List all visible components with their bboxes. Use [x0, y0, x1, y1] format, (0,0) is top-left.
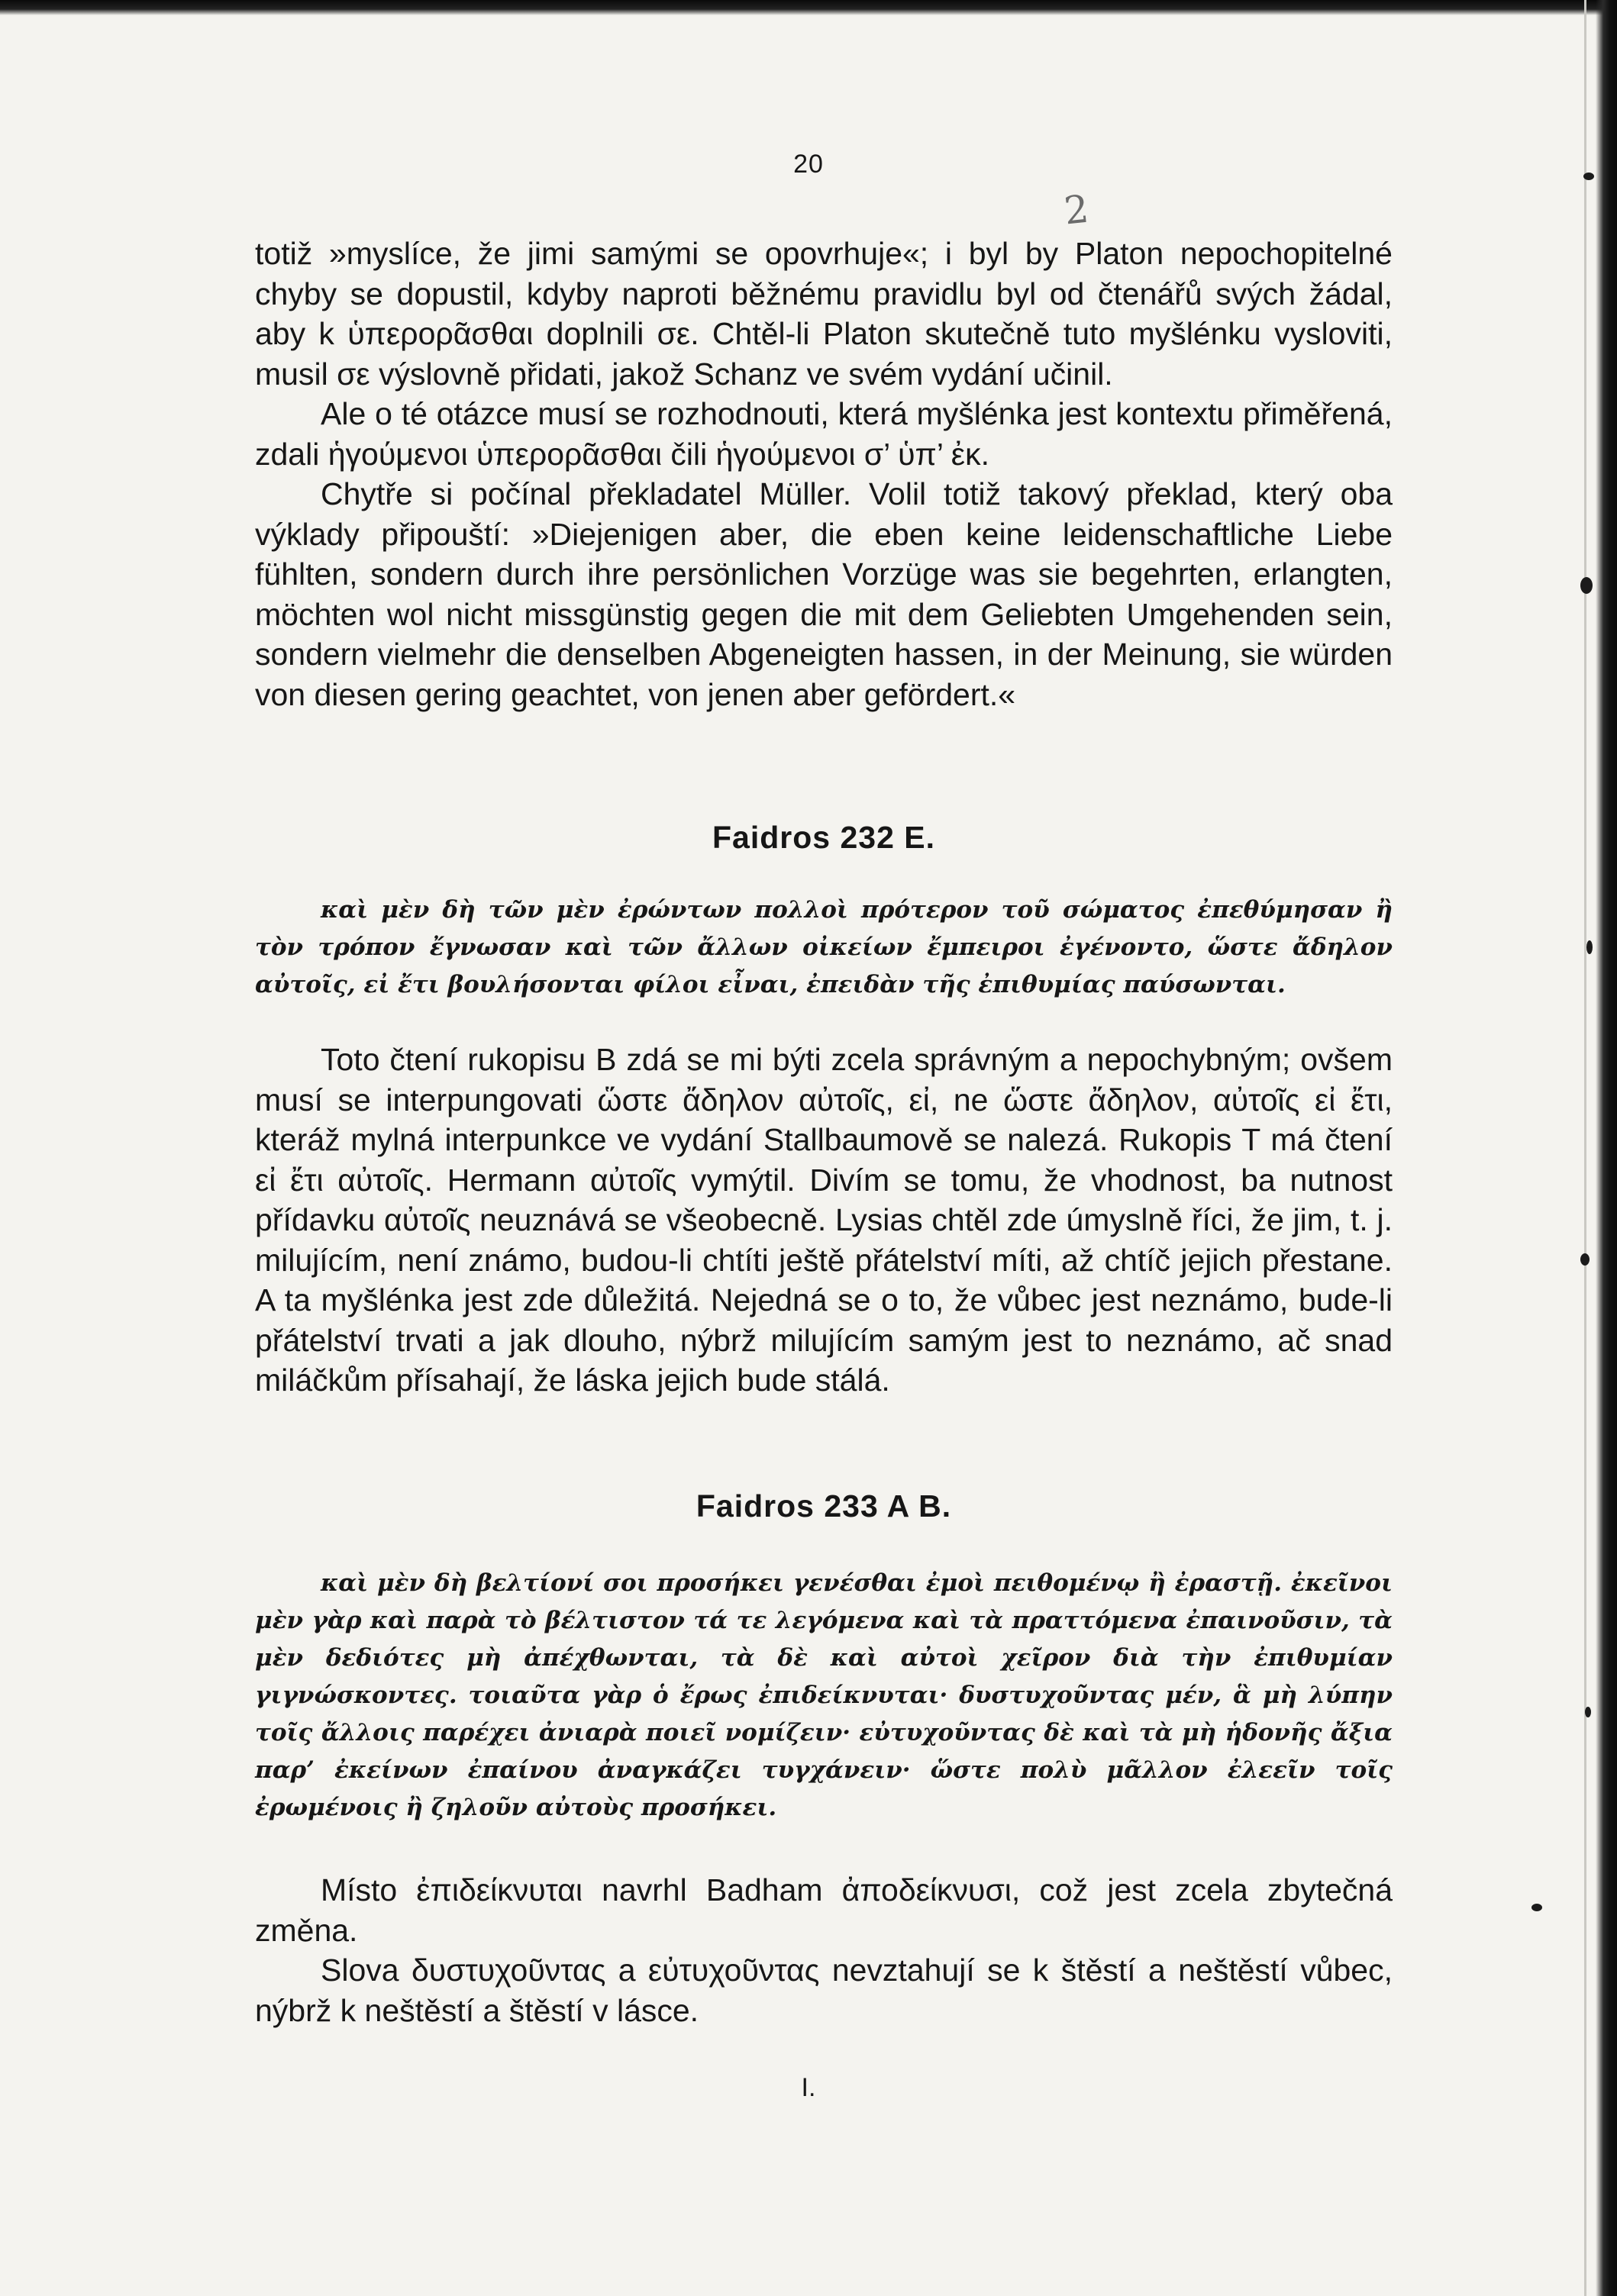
page-number: 20: [793, 150, 824, 179]
section-heading-1: Faidros 232 E.: [712, 820, 935, 855]
paragraph-4: Toto čtení rukopisu B zdá se mi býti zcela správným a nepochybným; ovšem musí se interpungovati ὥστε ἄδηλον αὐτοῖς, εἰ, ne ὥστε ἄδηλον, αὐτοῖς εἰ ἔτι, kteráž mylná interpunkce ve vydání Stallbaumově se nalezá. Rukopis T má čtení εἰ ἔτι αὐτοῖς. Hermann αὐτοῖς vymýtil. Divím se tomu, že vhodnost, ba nutnost přídavku αὐτοῖς neuznává se všeobecně. Lysias chtěl zde úmyslně říci, že jim, t. j. milujícím, není známo, budou-li chtíti ještě přátelství míti, až chtíč jejich přestane. A ta myšlénka jest zde důležitá. Nejedná se o to, že vůbec jest neznámo, bude-li přátelství trvati a jak dlouho, nýbrž milujícím samým jest to neznámo, ač snad miláčkům přísahají, že láska jejich bude stálá.: [255, 1042, 1393, 1398]
body-section-3: [255, 1870, 1393, 2030]
paragraph-2: Ale o té otázce musí se rozhodnouti, která myšlénka jest kontextu přiměřená, zdali ἡγούμενοι ὑπερορᾶσθαι čili ἡγούμενοι σ’ ὑπ’ ἐκ.: [255, 396, 1393, 472]
greek-quote-1-text: καὶ μὲν δὴ τῶν μὲν ἐρώντων πολλοὶ πρότερον τοῦ σώματος ἐπεθύμησαν ἢ τὸν τρόπον ἔγνωσαν καὶ τῶν ἄλλων οἰκείων ἔμπειροι ἐγένοντο, ὥστε ἄδηλον αὐτοῖς, εἰ ἔτι βουλήσονται φίλοι εἶναι, ἐπειδὰν τῆς ἐπιθυμίας παύσωνται.: [255, 896, 1393, 998]
scan-speck: [1585, 1707, 1591, 1717]
body-section-2: [255, 1040, 1393, 1401]
printer-signature-mark: I.: [801, 2073, 816, 2102]
scan-speck: [1580, 1253, 1590, 1266]
scan-edge-right: [1596, 0, 1617, 2296]
paragraph-6: Slova δυστυχοῦντας a εὐτυχοῦντας nevztahují se k štěstí a neštěstí vůbec, nýbrž k neštěstí a štěstí v lásce.: [255, 1953, 1393, 2028]
scan-speck: [1580, 577, 1593, 594]
scan-edge-line: [1584, 0, 1586, 2296]
paragraph-5: Místo ἐπιδείκνυται navrhl Badham ἀποδείκνυσι, což jest zcela zbytečná změna.: [255, 1872, 1393, 1948]
scan-speck: [1586, 940, 1593, 954]
scan-speck: [1531, 1904, 1542, 1911]
greek-quote-2: [255, 1565, 1393, 1827]
paragraph-3: Chytře si počínal překladatel Müller. Volil totiž takový překlad, který oba výklady připouští: »Diejenigen aber, die eben keine leidenschaftliche Liebe fühlten, sondern durch ihre persönlichen Vorzüge was sie begehrten, erlangten, möchten wol nicht missgünstig gegen die mit dem Geliebten Umgehenden sein, sondern vielmehr die denselben Abgeneigten hassen, in der Meinung, sie würden von diesen gering geachtet, von jenen aber gefördert.«: [255, 476, 1393, 712]
section-heading-2: Faidros 233 A B.: [696, 1488, 952, 1524]
body-section-1: [255, 234, 1393, 714]
scan-edge-top: [0, 0, 1617, 15]
pencil-annotation: 2: [1062, 186, 1091, 234]
greek-quote-1: [255, 892, 1393, 1004]
greek-quote-2-text: καὶ μὲν δὴ βελτίονί σοι προσήκει γενέσθαι ἐμοὶ πειθομένῳ ἢ ἐραστῇ. ἐκεῖνοι μὲν γὰρ καὶ παρὰ τὸ βέλτιστον τά τε λεγόμενα καὶ τὰ πραττόμενα ἐπαινοῦσιν, τὰ μὲν δεδιότες μὴ ἀπέχθωνται, τὰ δὲ καὶ αὐτοὶ χεῖρον διὰ τὴν ἐπιθυμίαν γιγνώσκοντες. τοιαῦτα γὰρ ὁ ἔρως ἐπιδείκνυται· δυστυχοῦντας μέν, ἃ μὴ λύπην τοῖς ἄλλοις παρέχει ἀνιαρὰ ποιεῖ νομίζειν· εὐτυχοῦντας δὲ καὶ τὰ μὴ ἡδονῆς ἄξια παρ’ ἐκείνων ἐπαίνου ἀναγκάζει τυγχάνειν· ὥστε πολὺ μᾶλλον ἐλεεῖν τοῖς ἐρωμένοις ἢ ζηλοῦν αὐτοὺς προσήκει.: [255, 1569, 1393, 1821]
paragraph-1: totiž »myslíce, že jimi samými se opovrhuje«; i byl by Platon nepochopitelné chyby se dopustil, kdyby naproti běžnému pravidlu byl od čtenářů svých žádal, aby k ὑπερορᾶσθαι doplnili σε. Chtěl-li Platon skutečně tuto myšlénku vysloviti, musil σε výslovně přidati, jakož Schanz ve svém vydání učinil.: [255, 236, 1393, 392]
